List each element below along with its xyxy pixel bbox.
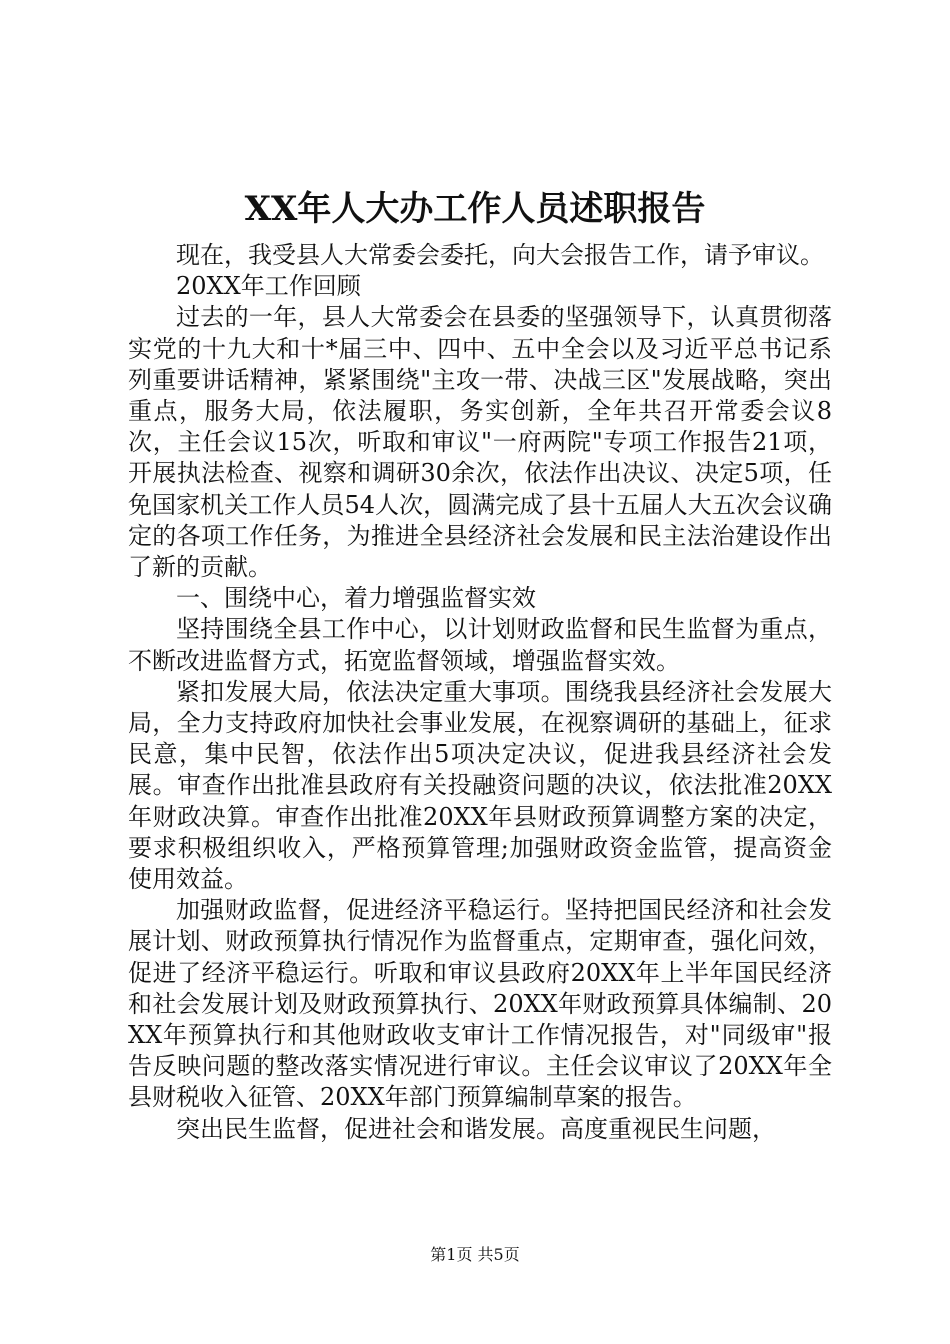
paragraph-supervision: 坚持围绕全县工作中心，以计划财政监督和民生监督为重点，不断改进监督方式，拓宽监督领域，增强监督实效。 — [128, 615, 832, 675]
paragraph-heading-one: 一、围绕中心，着力增强监督实效 — [176, 584, 536, 613]
paragraph-intro: 现在，我受县人大常委会委托，向大会报告工作，请予审议。 — [176, 241, 824, 269]
paragraph-section-heading: 20XX年工作回顾 — [176, 272, 361, 301]
paragraph-major-matters: 紧扣发展大局，依法决定重大事项。围绕我县经济社会发展大局，全力支持政府加快社会事业发展，在视察调研的基础上，征求民意，集中民智，依法作出5项决定决议，促进我县经济社会发展。审查作出批准县政府有关投融资问题的决议，依法批准20XX年财政决算。审查作出批准20XX年县财政预算调整方案的决定，要求积极组织收入，严格预算管理;加强财政资金监管，提高资金使用效益。 — [128, 677, 832, 894]
document-body — [128, 240, 832, 1145]
paragraph-livelihood: 突出民生监督，促进社会和谐发展。高度重视民生问题， — [176, 1114, 776, 1143]
document-title: XX年人大办工作人员述职报告 — [244, 189, 706, 229]
page-footer: 第1页 共5页 — [430, 1245, 520, 1264]
paragraph-review: 过去的一年，县人大常委会在县委的坚强领导下，认真贯彻落实党的十九大和十*届三中、四中、五中全会以及习近平总书记系列重要讲话精神，紧紧围绕"主攻一带、决战三区"发展战略，突出重点，服务大局，依法履职，务实创新，全年共召开常委会议8次，主任会议15次，听取和审议"一府两院"专项工作报告21项，开展执法检查、视察和调研30余次，依法作出决议、决定5项，任免国家机关工作人员54人次，圆满完成了县十五届人大五次会议确定的各项工作任务，为推进全县经济社会发展和民主法治建设作出了新的贡献。 — [128, 303, 832, 582]
paragraph-financial-supervision: 加强财政监督，促进经济平稳运行。坚持把国民经济和社会发展计划、财政预算执行情况作为监督重点，定期审查，强化问效，促进了经济平稳运行。听取和审议县政府20XX年上半年国民经济和社会发展计划及财政预算执行、20XX年财政预算具体编制、20XX年预算执行和其他财政收支审计工作情况报告，对"同级审"报告反映问题的整改落实情况进行审议。主任会议审议了20XX年全县财税收入征管、20XX年部门预算编制草案的报告。 — [128, 896, 832, 1112]
